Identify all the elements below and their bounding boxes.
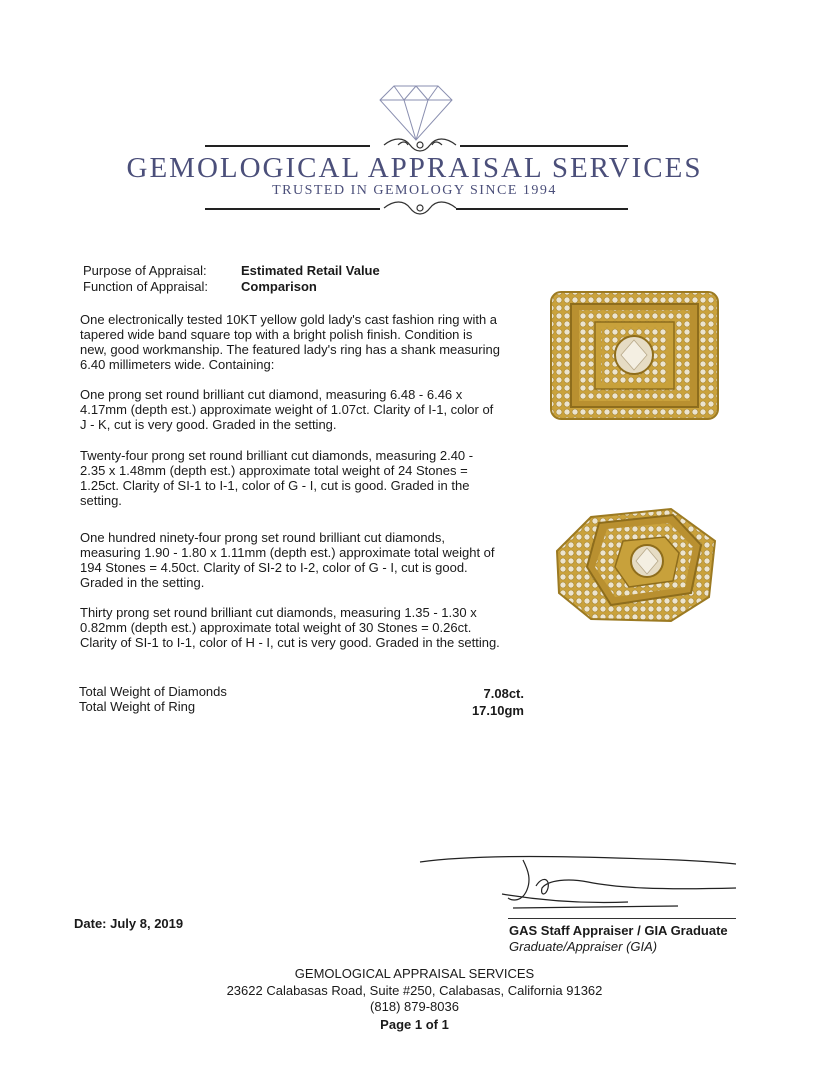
company-tagline: TRUSTED IN GEMOLOGY SINCE 1994 [272,183,557,198]
total-ring-label: Total Weight of Ring [79,699,196,714]
signature-line [508,918,736,919]
header-rule-top [205,145,370,147]
purpose-block [83,262,483,298]
flourish-ornament [380,199,460,217]
company-name: GEMOLOGICAL APPRAISAL SERVICES [126,152,703,184]
total-diamonds-value: 7.08ct. [483,686,524,701]
description-paragraph: Thirty prong set round brilliant cut diamonds, measuring 1.35 - 1.30 x 0.82mm (depth est.) approximate total weight of 30 Stones = 0.26ct. Clarity of SI-1 to I-1, color of H - I, cut is very good. Graded in the setting. [80,605,500,650]
appraiser-subtitle: Graduate/Appraiser (GIA) [509,939,658,954]
appraiser-title: GAS Staff Appraiser / GIA Graduate [509,923,728,938]
footer-phone: (818) 879-8036 [370,999,459,1014]
description-paragraph: Twenty-four prong set round brilliant cut diamonds, measuring 2.40 - 2.35 x 1.48mm (depth est.) approximate total weight of 24 Stones = 1.25ct. Clarity of SI-1 to I-1, color of G - I, cut is good. Graded in the setting. [80,448,474,508]
header-rule-top [460,145,628,147]
header-rule-bottom [456,208,628,210]
total-ring-value: 17.10gm [471,703,524,718]
function-value: Comparison [241,279,317,294]
ring-photo-top [547,288,722,423]
diamond-icon [378,84,454,142]
description-paragraph: One hundred ninety-four prong set round brilliant cut diamonds, measuring 1.90 - 1.80 x 1.11mm (depth est.) approximate total weight of 194 Stones = 4.50ct. Clarity of SI-2 to I-2, color of G - I, cut is good. Graded in the setting. [80,530,495,590]
page-number: Page 1 of 1 [380,1017,449,1032]
appraiser-signature [418,852,738,916]
ring-photo-angle [551,501,721,626]
description-paragraph: One prong set round brilliant cut diamond, measuring 6.48 - 6.46 x 4.17mm (depth est.) approximate weight of 1.07ct. Clarity of I-1, color of J - K, cut is very good. Graded in the setting. [80,387,494,432]
footer-company: GEMOLOGICAL APPRAISAL SERVICES [294,966,535,981]
footer-address: 23622 Calabasas Road, Suite #250, Calabasas, California 91362 [226,983,603,998]
appraisal-date: Date: July 8, 2019 [74,916,184,931]
purpose-label: Purpose of Appraisal: [83,263,207,278]
header-rule-bottom [205,208,380,210]
description-paragraph: One electronically tested 10KT yellow gold lady's cast fashion ring with a tapered wide band square top with a bright polish finish. Condition is new, good workmanship. The featured lady's ring has a shank measuring 6.40 millimeters wide. Containing: [80,312,500,372]
total-diamonds-label: Total Weight of Diamonds [79,684,227,699]
purpose-value: Estimated Retail Value [241,263,380,278]
function-label: Function of Appraisal: [83,279,209,294]
